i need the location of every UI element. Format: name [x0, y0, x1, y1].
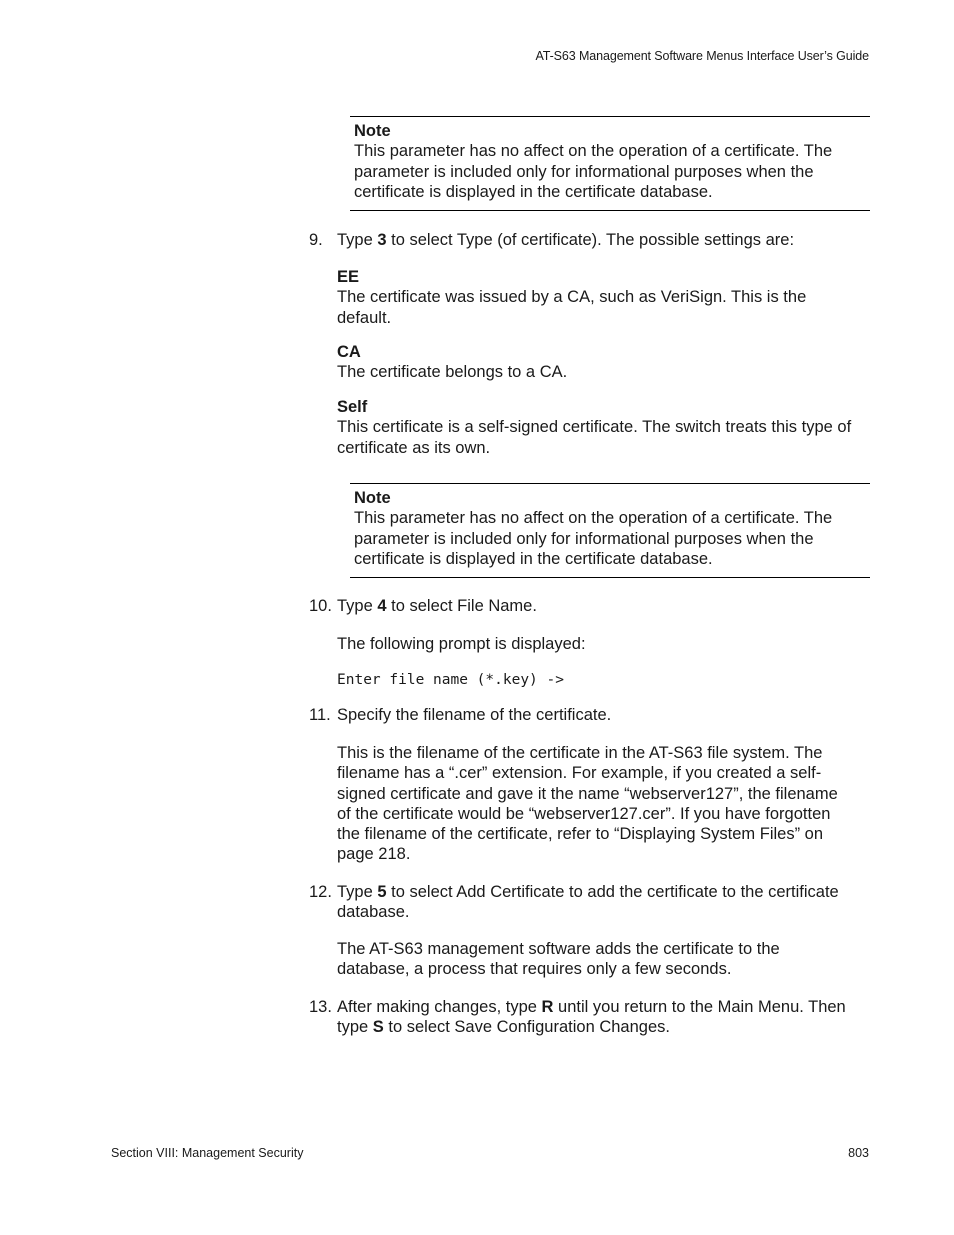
step-text: Specify the filename of the certificate.	[337, 706, 612, 724]
setting-desc: certificate as its own.	[337, 438, 491, 457]
footer-section: Section VIII: Management Security	[111, 1146, 304, 1160]
note-line: This parameter has no affect on the operation of a certificate. The	[354, 142, 833, 161]
note-title: Note	[354, 489, 391, 507]
step-12-paragraph	[337, 939, 872, 980]
note-line: parameter is included only for informational purposes when the	[354, 529, 814, 548]
key-label: 5	[377, 883, 387, 901]
step-10	[309, 596, 874, 616]
setting-desc: default.	[337, 308, 392, 327]
paragraph-line: signed certificate and gave it the name “webserver127”, the filename	[337, 784, 838, 803]
step-number: 11.	[309, 706, 331, 724]
prompt-code: Enter file name (*.key) ->	[337, 672, 564, 688]
step-text: Type	[337, 597, 378, 615]
paragraph-line: page 218.	[337, 845, 411, 864]
step-text: to select Type (of certificate). The possible settings are:	[386, 231, 795, 249]
page-number: 803	[848, 1146, 869, 1160]
step-13	[309, 997, 874, 1038]
step-text: type	[337, 1018, 373, 1037]
step-number: 13.	[309, 998, 332, 1016]
step-text: After making changes, type	[337, 998, 542, 1016]
prompt-intro: The following prompt is displayed:	[337, 635, 586, 653]
note-box	[350, 483, 870, 578]
running-header: AT-S63 Management Software Menus Interface User’s Guide	[535, 49, 869, 63]
step-number: 10.	[309, 597, 332, 615]
setting-desc: This certificate is a self-signed certificate. The switch treats this type of	[337, 418, 852, 437]
setting-desc: The certificate was issued by a CA, such as VeriSign. This is the	[337, 288, 807, 307]
paragraph-line: of the certificate would be “webserver127.cer”. If you have forgotten	[337, 804, 831, 823]
setting-self	[337, 397, 872, 458]
note-box	[350, 116, 870, 211]
paragraph-line: database, a process that requires only a few seconds.	[337, 960, 732, 979]
key-label: 4	[377, 597, 387, 615]
key-label: 3	[377, 231, 387, 249]
step-9	[309, 230, 874, 250]
setting-ee	[337, 267, 872, 328]
setting-term: CA	[337, 343, 361, 361]
step-text: to select Add Certificate to add the certificate to the certificate	[386, 883, 839, 901]
step-11	[309, 705, 874, 725]
key-label: S	[372, 1018, 384, 1037]
note-title: Note	[354, 122, 391, 140]
step-text: to select File Name.	[386, 597, 537, 615]
step-11-paragraph	[337, 743, 872, 865]
step-text: database.	[337, 903, 410, 922]
step-number: 9.	[309, 231, 323, 249]
paragraph-line: filename has a “.cer” extension. For example, if you created a self-	[337, 764, 822, 783]
setting-term: Self	[337, 398, 368, 416]
paragraph-line: the filename of the certificate, refer to “Displaying System Files” on	[337, 825, 824, 844]
key-label: R	[541, 998, 554, 1016]
step-text: Type	[337, 883, 378, 901]
setting-desc: The certificate belongs to a CA.	[337, 363, 568, 382]
setting-ca	[337, 342, 872, 383]
step-text: to select Save Configuration Changes.	[383, 1018, 670, 1037]
note-line: certificate is displayed in the certificate database.	[354, 182, 713, 201]
step-number: 12.	[309, 883, 332, 901]
note-line: certificate is displayed in the certificate database.	[354, 549, 713, 568]
note-line: This parameter has no affect on the operation of a certificate. The	[354, 509, 833, 528]
step-text: Type	[337, 231, 378, 249]
note-line: parameter is included only for informational purposes when the	[354, 162, 814, 181]
setting-term: EE	[337, 268, 360, 286]
paragraph-line: This is the filename of the certificate in the AT-S63 file system. The	[337, 744, 823, 762]
paragraph-line: The AT-S63 management software adds the certificate to the	[337, 940, 780, 958]
step-12	[309, 882, 874, 923]
step-text: until you return to the Main Menu. Then	[553, 998, 846, 1016]
